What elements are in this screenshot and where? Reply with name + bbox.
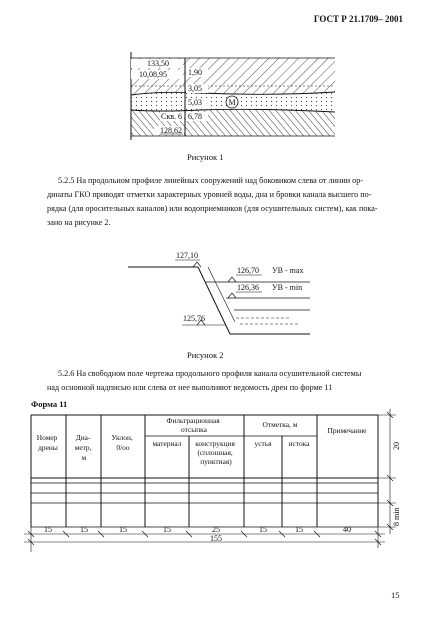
header-mark-group: Отметка, м <box>262 420 298 429</box>
figure-2-caption: Рисунок 2 <box>187 350 224 360</box>
dim-col-3: 15 <box>119 525 127 534</box>
fig2-label-uv-max-value: 126,70 <box>237 266 259 275</box>
dim-col-7: 15 <box>295 525 303 534</box>
form-11-table <box>0 400 425 600</box>
fig2-label-uv-min: УВ - min <box>272 283 303 292</box>
header-number: Номер дрены <box>36 433 58 452</box>
fig1-label-128-62: 128,62 <box>160 126 182 135</box>
header-note: Примечание <box>327 426 367 435</box>
fig1-label-6-78: 6,78 <box>188 112 202 121</box>
para-5-2-6-line-2: над основной надписью или слева от нее выполняют ведомость дрен по форме 11 <box>47 383 333 392</box>
document-code: ГОСТ Р 21.1709– 2001 <box>313 14 403 24</box>
dim-col-5: 25 <box>212 525 220 534</box>
dim-col-1: 15 <box>44 525 52 534</box>
fig2-label-bottom: 125,76 <box>183 314 205 323</box>
para-5-2-6-line-1: 5.2.6 На свободном поле чертежа продольного профиля канала осушительной системы <box>58 369 362 378</box>
fig1-label-133-50: 133,50 <box>147 59 169 68</box>
fig2-label-uv-max: УВ - max <box>272 266 304 275</box>
fig1-label-borehole: Скв. 6 <box>161 112 182 121</box>
fig1-label-1-90: 1,90 <box>188 68 202 77</box>
page-number: 15 <box>391 590 400 600</box>
header-filter-group: Фильтрационная отсыпка <box>166 416 220 434</box>
dim-total-width: 155 <box>210 534 222 543</box>
dim-header-height: 20 <box>392 442 401 450</box>
header-source: истока <box>288 439 310 448</box>
header-diameter: Диа- метр, м <box>74 433 92 462</box>
para-5-2-5-line-4: зано на рисунке 2. <box>47 218 111 227</box>
fig2-label-uv-min-value: 126,36 <box>237 283 259 292</box>
header-mouth: устья <box>254 439 272 448</box>
form-title: Форма 11 <box>31 399 68 409</box>
fig1-label-3-05: 3,05 <box>188 84 202 93</box>
header-construction: конструкция (сплошная, пунктиая) <box>195 439 235 466</box>
figure-1-profile <box>0 0 425 160</box>
para-5-2-5-line-1: 5.2.5 На продольном профиле линейных сооружений над боковиком слева от линии ор- <box>58 176 364 185</box>
figure-2-canal-section <box>0 240 425 360</box>
fig1-label-date: 10,08,95 <box>139 70 167 79</box>
figure-1-caption: Рисунок 1 <box>187 152 224 162</box>
para-5-2-5-line-3: рядка (для оросительных каналов) или водоприемников (для осушительных систем), как пока- <box>47 204 378 213</box>
dim-col-2: 15 <box>80 525 88 534</box>
paragraph-5-2-5 <box>47 174 399 230</box>
paragraph-5-2-6 <box>47 367 399 395</box>
header-slope: Уклон, 0/оо <box>111 433 133 452</box>
dim-col-8: 40 <box>343 525 351 534</box>
fig1-label-5-03: 5,03 <box>188 98 202 107</box>
dim-col-4: 15 <box>163 525 171 534</box>
fig1-label-m: М <box>228 98 236 107</box>
dim-col-6: 15 <box>259 525 267 534</box>
header-material: материал <box>152 439 182 448</box>
para-5-2-5-line-2: динаты ГКО приводят отметки характерных уровней воды, дна и бровки канала высшего по- <box>47 190 372 199</box>
fig2-label-top: 127,10 <box>176 251 198 260</box>
dim-row-height: 8 min <box>392 507 401 526</box>
